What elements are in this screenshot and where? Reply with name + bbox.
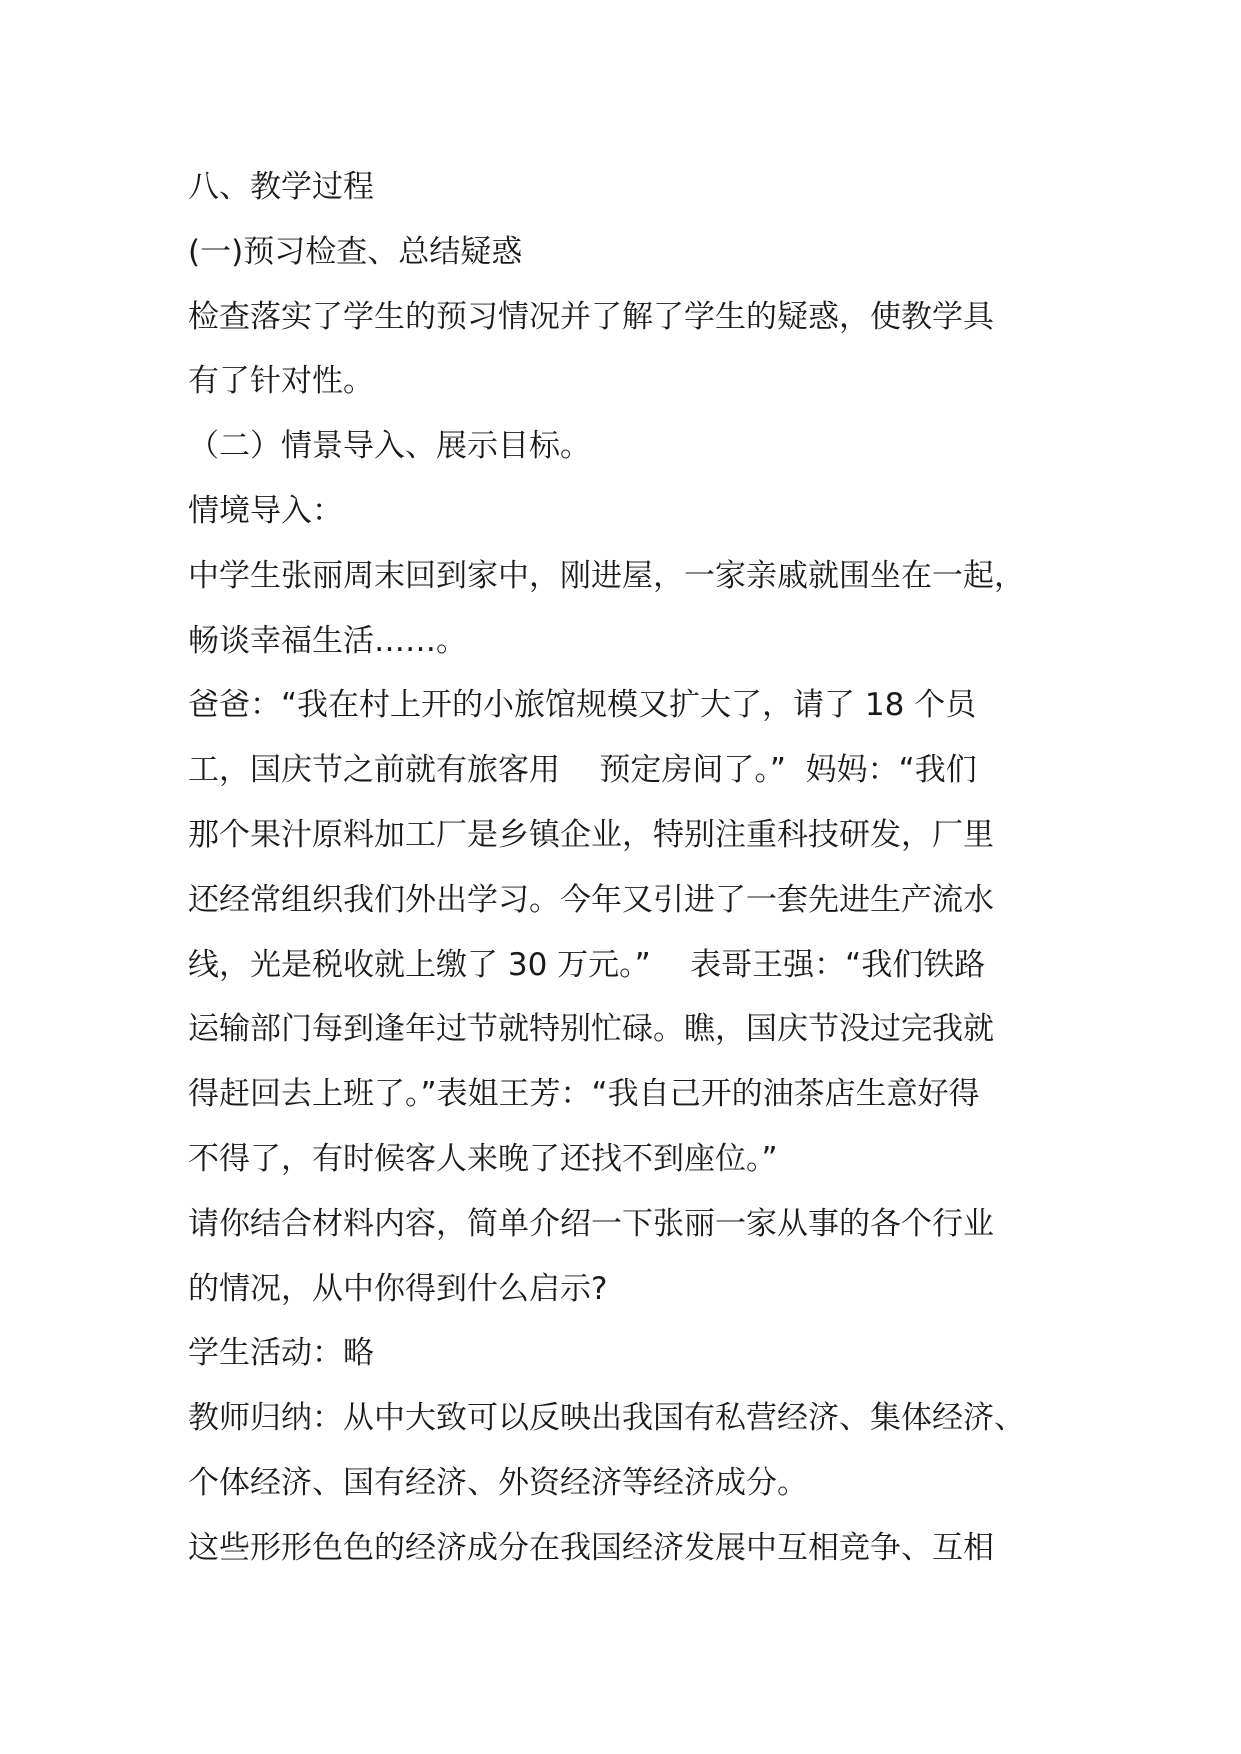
document-body [188,155,1068,1581]
paragraph-line: 运输部门每到逢年过节就特别忙碌。瞧，国庆节没过完我就 [188,1011,994,1048]
subsection-heading: （二）情景导入、展示目标。 [188,428,591,465]
subsection-heading: (一)预习检查、总结疑惑 [188,233,523,270]
paragraph-line: 那个果汁原料加工厂是乡镇企业，特别注重科技研发，厂里 [188,816,994,853]
paragraph-line: 不得了，有时候客人来晚了还找不到座位。” [188,1140,778,1177]
paragraph-line: 爸爸：“我在村上开的小旅馆规模又扩大了，请了 18 个员 [188,687,977,724]
paragraph-line: 这些形形色色的经济成分在我国经济发展中互相竞争、互相 [188,1529,994,1566]
paragraph-line: 检查落实了学生的预习情况并了解了学生的疑惑，使教学具 [188,298,994,335]
paragraph-line: 畅谈幸福生活……。 [188,622,467,659]
paragraph-line: 有了针对性。 [188,363,374,400]
paragraph-line: 中学生张丽周末回到家中，刚进屋，一家亲戚就围坐在一起， [188,557,1025,594]
paragraph-line: 得赶回去上班了。”表姐王芳：“我自己开的油茶店生意好得 [188,1076,980,1113]
paragraph-line: 个体经济、国有经济、外资经济等经济成分。 [188,1464,808,1501]
paragraph-line: 学生活动：略 [188,1335,374,1372]
paragraph-line: 教师归纳：从中大致可以反映出我国有私营经济、集体经济、 [188,1400,1025,1437]
section-heading: 八、教学过程 [188,169,374,205]
paragraph-line: 的情况，从中你得到什么启示? [188,1270,608,1307]
paragraph-line: 请你结合材料内容，简单介绍一下张丽一家从事的各个行业 [188,1205,994,1242]
paragraph-line: 线，光是税收就上缴了 30 万元。” 表哥王强：“我们铁路 [188,946,986,983]
paragraph-line: 还经常组织我们外出学习。今年又引进了一套先进生产流水 [188,881,994,918]
paragraph-line: 情境导入： [188,492,343,529]
paragraph-line: 工，国庆节之前就有旅客用 预定房间了。” 妈妈：“我们 [188,752,977,789]
